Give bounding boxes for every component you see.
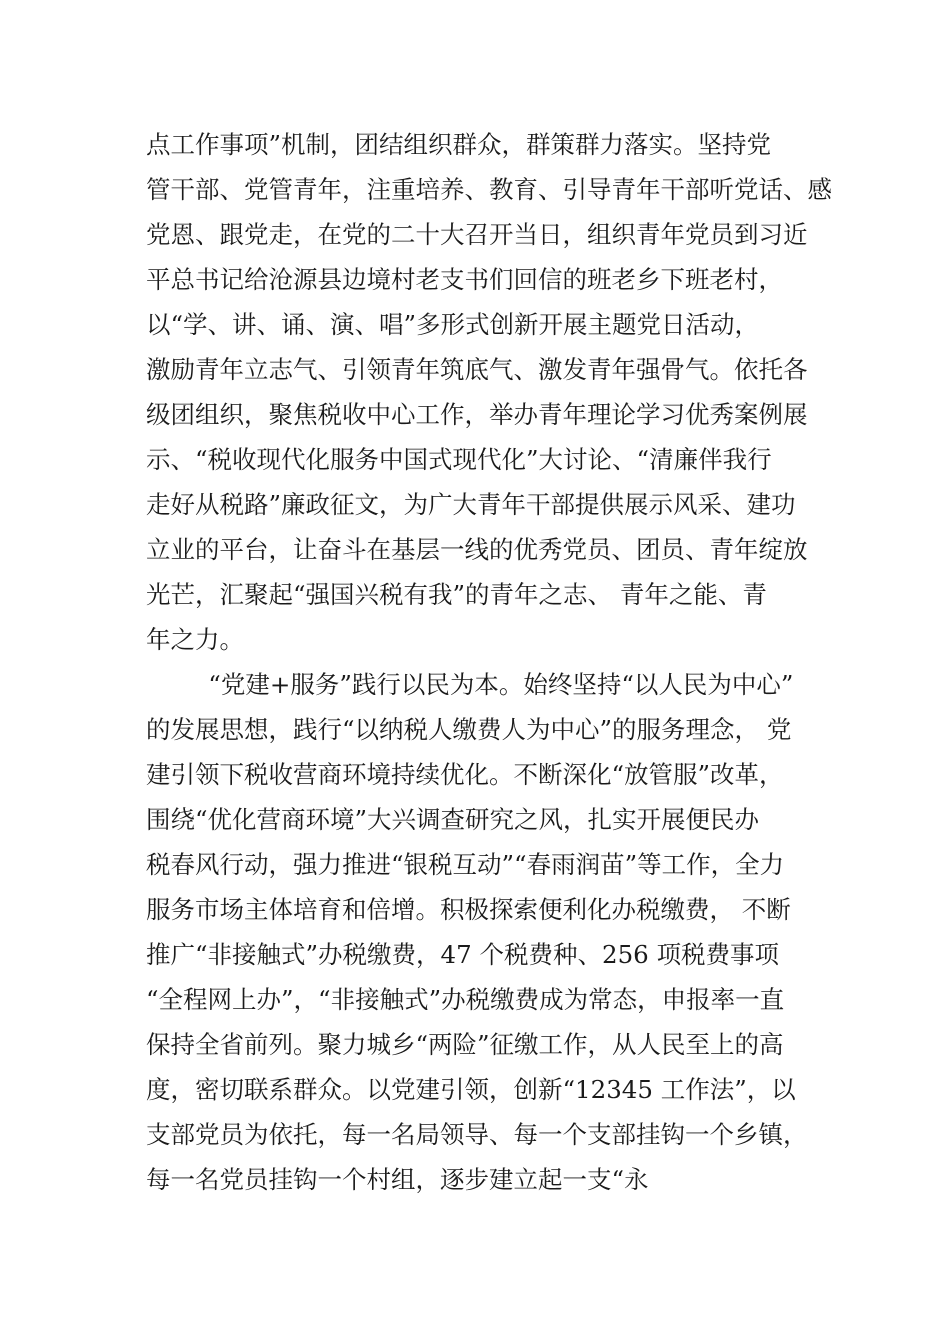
- body-text: [146, 122, 832, 1202]
- text-line: 激励青年立志气、引领青年筑底气、激发青年强骨气。依托各: [146, 355, 808, 384]
- text-line: 走好从税路”廉政征文，为广大青年干部提供展示风采、建功: [146, 490, 796, 519]
- text-line: 服务市场主体培育和倍增。积极探索便利化办税缴费， 不断: [146, 895, 791, 924]
- text-line: 示、“税收现代化服务中国式现代化”大讨论、“清廉伴我行: [146, 445, 772, 474]
- text-line: 度，密切联系群众。以党建引领，创新“12345 工作法”，以: [146, 1075, 796, 1104]
- text-line: 平总书记给沧源县边境村老支书们回信的班老乡下班老村，: [146, 265, 783, 294]
- text-line: 保持全省前列。聚力城乡“两险”征缴工作，从人民至上的高: [146, 1030, 784, 1059]
- text-line: 光芒，汇聚起“强国兴税有我”的青年之志、 青年之能、青: [146, 580, 767, 609]
- text-line: 的发展思想，践行“以纳税人缴费人为中心”的服务理念， 党: [146, 715, 792, 744]
- text-line: “全程网上办”，“非接触式”办税缴费成为常态，申报率一直: [146, 985, 785, 1014]
- text-line: 税春风行动，强力推进“银税互动”“春雨润苗”等工作，全力: [146, 850, 785, 879]
- text-line: 党恩、跟党走，在党的二十大召开当日，组织青年党员到习近: [146, 220, 808, 249]
- paragraph-start-line: “党建+服务”践行以民为本。始终坚持“以人民为中心”: [146, 670, 794, 699]
- text-line: 年之力。: [146, 625, 244, 654]
- text-line: 推广“非接触式”办税缴费，47 个税费种、256 项税费事项: [146, 940, 780, 969]
- text-line: 支部党员为依托，每一名局领导、每一个支部挂钩一个乡镇，: [146, 1120, 808, 1149]
- text-line: 级团组织，聚焦税收中心工作，举办青年理论学习优秀案例展: [146, 400, 808, 429]
- text-line: 建引领下税收营商环境持续优化。不断深化“放管服”改革，: [146, 760, 784, 789]
- text-line: 以“学、讲、诵、演、唱”多形式创新开展主题党日活动，: [146, 310, 760, 339]
- text-line: 围绕“优化营商环境”大兴调查研究之风，扎实开展便民办: [146, 805, 760, 834]
- text-line: 点工作事项”机制，团结组织群众，群策群力落实。坚持党: [146, 130, 772, 159]
- text-line: 每一名党员挂钩一个村组，逐步建立起一支“永: [146, 1165, 649, 1194]
- text-line: 立业的平台，让奋斗在基层一线的优秀党员、团员、青年绽放: [146, 535, 808, 564]
- text-line: 管干部、党管青年，注重培养、教育、引导青年干部听党话、感: [146, 175, 832, 204]
